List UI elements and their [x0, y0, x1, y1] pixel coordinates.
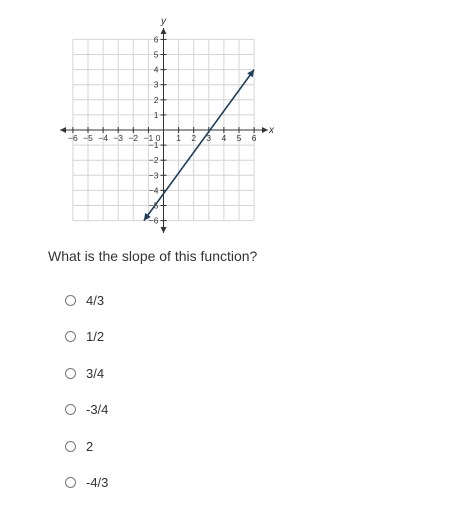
radio-button[interactable]: [65, 368, 76, 379]
radio-button[interactable]: [65, 404, 76, 415]
y-tick-label: −5: [148, 200, 159, 211]
x-tick-label: 4: [221, 133, 227, 143]
y-tick-label: 3: [153, 79, 159, 90]
x-tick-label: −5: [83, 133, 93, 143]
answer-options: [65, 282, 108, 501]
y-tick-label: 4: [153, 64, 159, 75]
x-axis-label: x: [269, 125, 274, 136]
x-tick-label: −6: [68, 133, 78, 143]
y-tick-label: 2: [153, 94, 159, 105]
option-0[interactable]: [65, 282, 108, 319]
x-tick-label: −3: [113, 133, 124, 143]
x-axis-arrow-right: [262, 127, 268, 133]
x-tick-label: 3: [206, 133, 212, 143]
x-tick-label: 5: [236, 133, 242, 143]
radio-button[interactable]: [65, 295, 76, 306]
option-4[interactable]: [65, 428, 108, 465]
x-tick-label: −4: [98, 133, 108, 143]
option-label: 2: [86, 438, 94, 454]
option-3[interactable]: [65, 392, 108, 429]
y-tick-label: −3: [148, 170, 159, 181]
radio-button[interactable]: [65, 331, 76, 342]
question-text: What is the slope of this function?: [48, 248, 258, 264]
x-axis-arrow-left: [60, 127, 66, 133]
y-tick-label: 5: [153, 49, 159, 60]
radio-button[interactable]: [65, 441, 76, 452]
option-label: 1/2: [86, 329, 105, 345]
origin-label: 0: [155, 133, 161, 143]
option-label: -4/3: [86, 475, 109, 491]
graph-svg: [0, 0, 470, 240]
option-label: -3/4: [86, 402, 109, 418]
y-axis-arrow-up: [161, 28, 167, 34]
x-tick-label: 6: [251, 133, 257, 143]
y-tick-label: 6: [153, 34, 159, 45]
x-tick-label: −1: [143, 133, 154, 143]
y-tick-label: −6: [148, 215, 159, 226]
function-line-arrow-end: [247, 70, 254, 78]
y-axis-arrow-down: [161, 227, 167, 233]
option-1[interactable]: [65, 319, 108, 356]
x-tick-label: 1: [176, 133, 181, 143]
y-tick-label: 1: [153, 109, 159, 120]
y-tick-label: −1: [148, 140, 159, 151]
x-tick-label: −2: [128, 133, 139, 143]
coordinate-graph: [0, 0, 470, 240]
y-tick-label: −4: [148, 185, 159, 196]
x-tick-label: 2: [191, 133, 197, 143]
option-label: 4/3: [86, 292, 105, 308]
option-5[interactable]: [65, 465, 108, 502]
option-label: 3/4: [86, 365, 105, 381]
radio-button[interactable]: [65, 477, 76, 488]
y-axis-label: y: [161, 16, 166, 27]
y-tick-label: −2: [148, 155, 159, 166]
option-2[interactable]: [65, 355, 108, 392]
